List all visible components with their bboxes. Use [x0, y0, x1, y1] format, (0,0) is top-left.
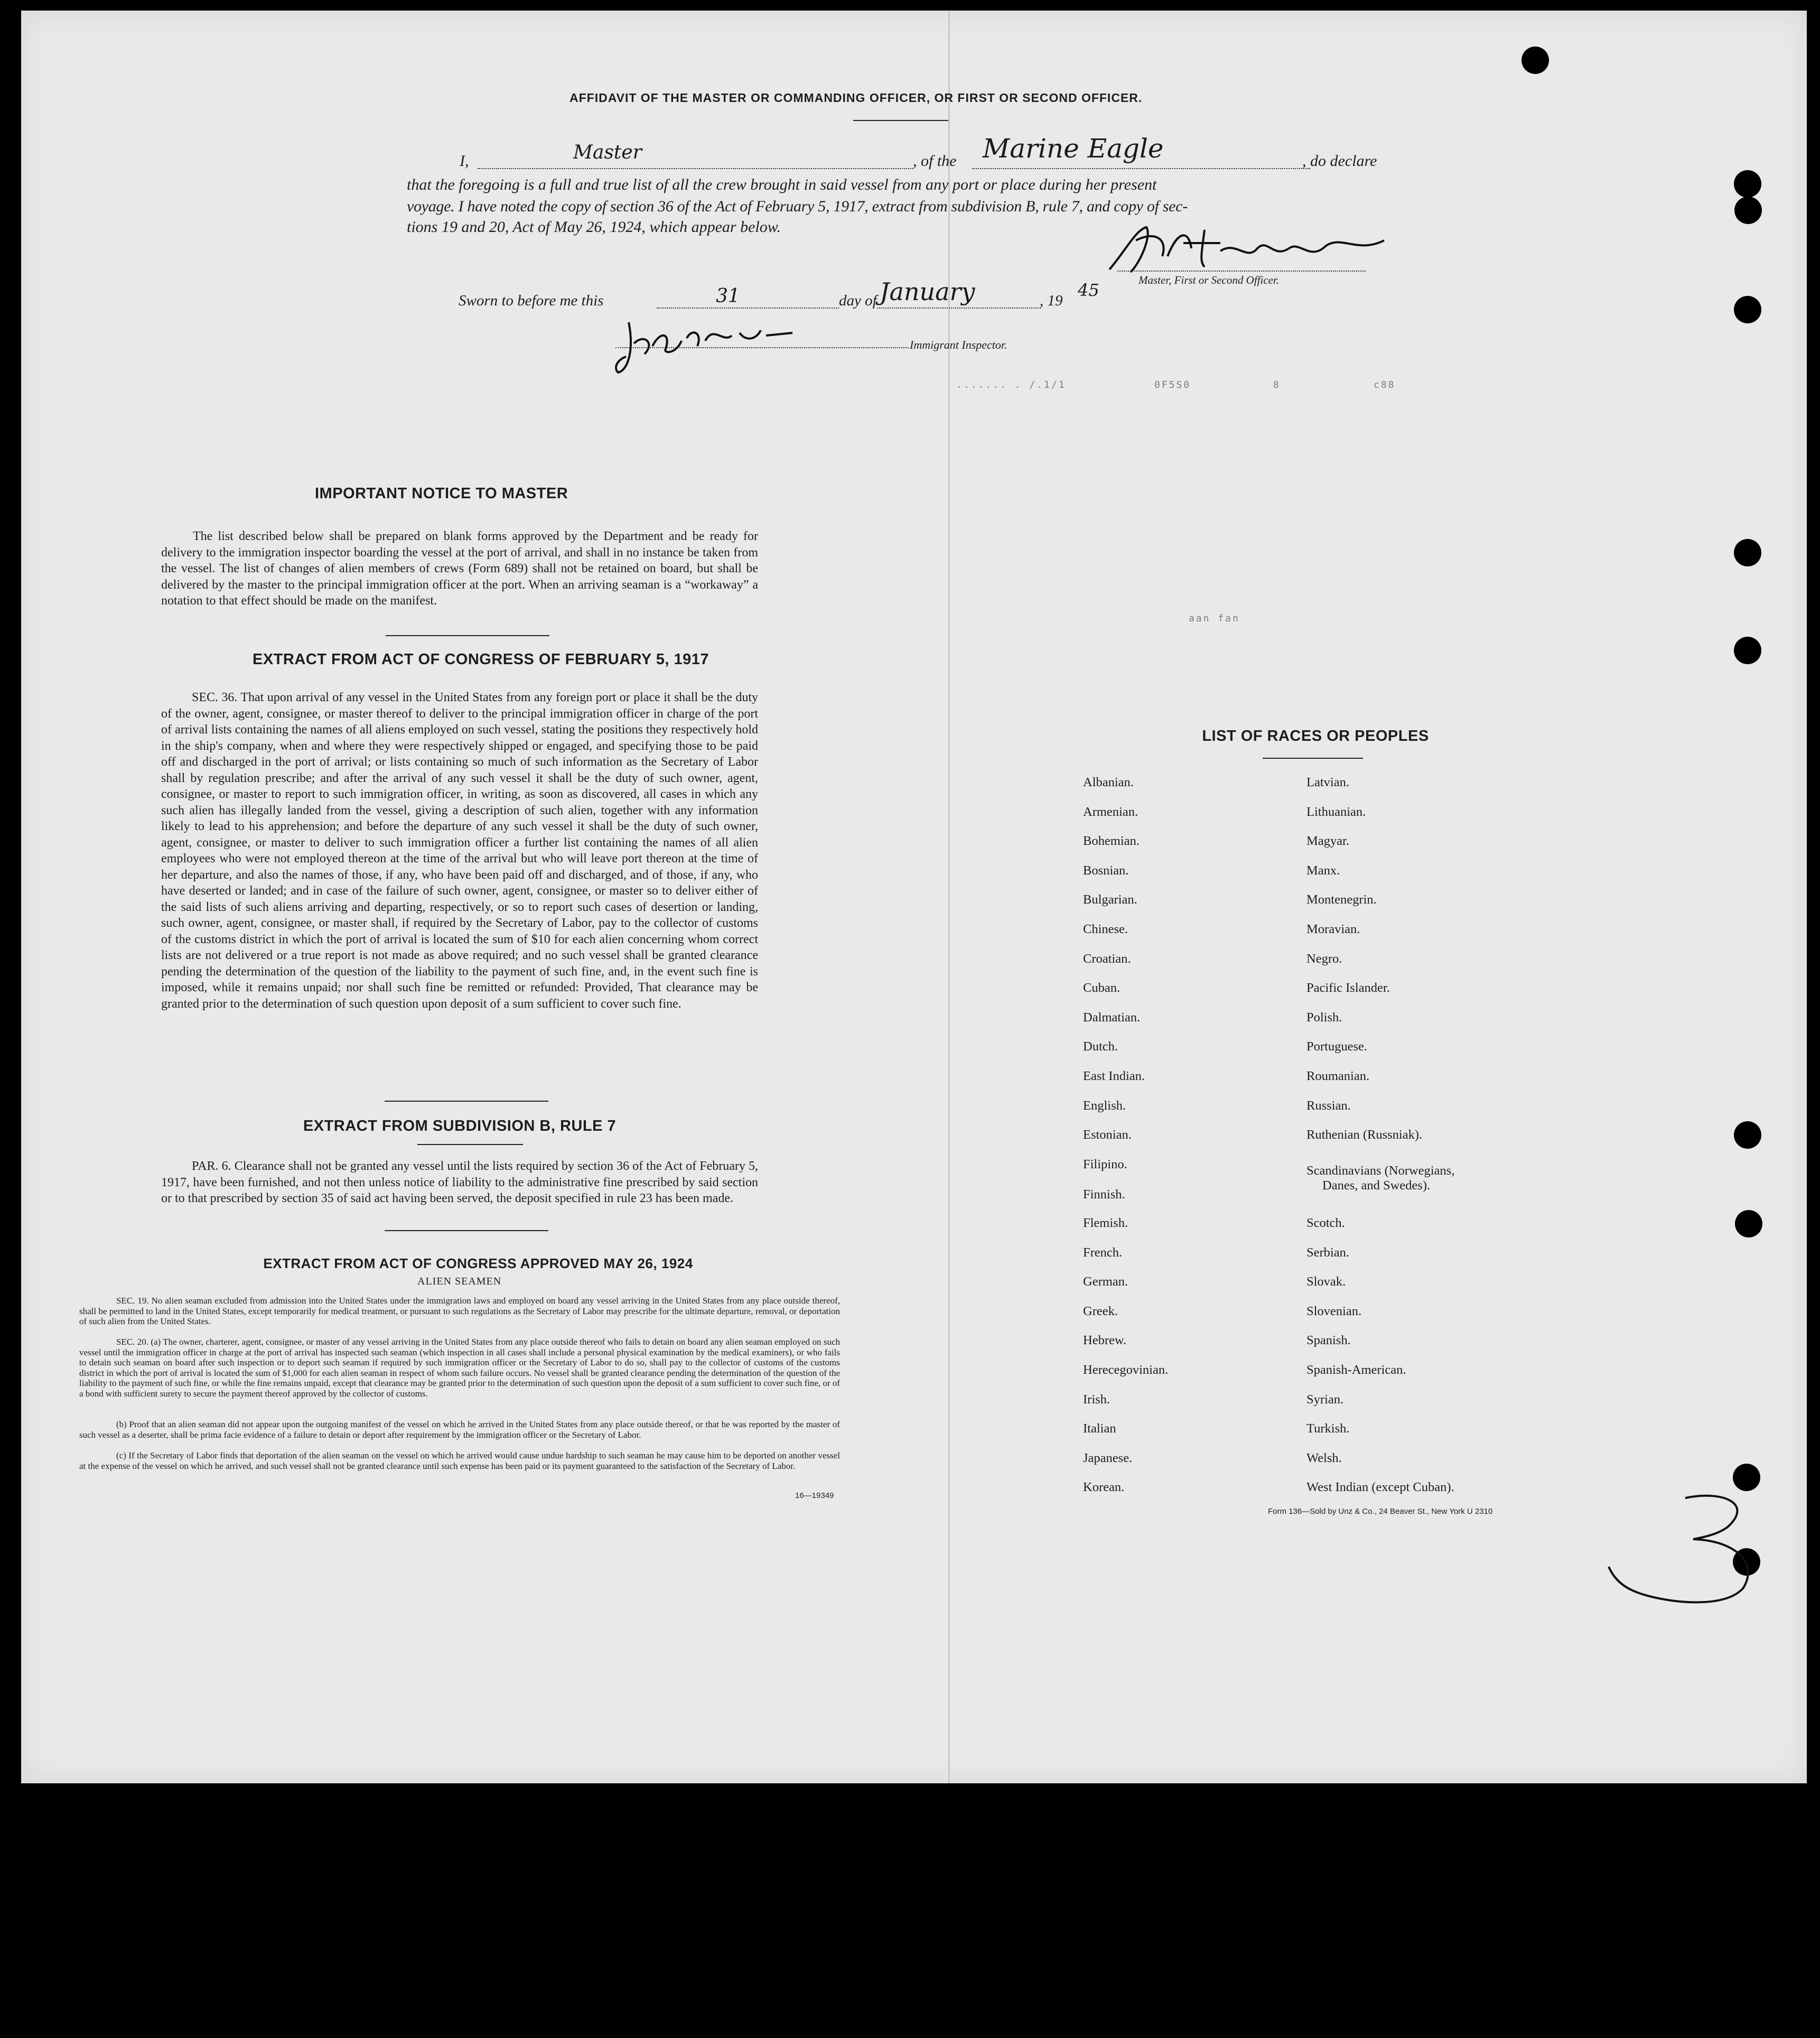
inspector-caption: Immigrant Inspector. [910, 338, 1007, 351]
race-item: Greek. [1083, 1304, 1118, 1318]
race-item: Negro. [1306, 951, 1342, 966]
rule7-heading-rule [417, 1144, 523, 1145]
race-item: Filipino. [1083, 1157, 1127, 1171]
binder-hole [1734, 539, 1761, 566]
race-item: Syrian. [1306, 1392, 1344, 1407]
race-item: Korean. [1083, 1480, 1125, 1495]
race-item: Armenian. [1083, 804, 1138, 819]
bleed-through-mark: aan fan [1189, 613, 1240, 624]
affidavit-line-2: that the foregoing is a full and true list of all the crew brought in said vessel from any port or place during her present [407, 176, 1157, 193]
page-fold [948, 11, 950, 1783]
signature-line [1117, 271, 1366, 272]
race-item: Cuban. [1083, 981, 1121, 995]
race-item: Spanish. [1306, 1333, 1351, 1348]
notice-text: The list described below shall be prepared on blank forms approved by the Department and be ready for delivery to the immigration inspector boarding the vessel at the port of arrival, and shall in no instance be taken from the vessel. The list of changes of alien members of crews (Form 689) shall not be retained on board, but shall be delivered by the master to the principal immigration officer at the port. When an arriving seaman is a “workaway” a notation to that effect should be made on the manifest. [161, 529, 758, 608]
race-item: Danes, and Swedes). [1322, 1178, 1431, 1193]
race-item: Japanese. [1083, 1450, 1133, 1465]
race-item: Herecegovinian. [1083, 1363, 1169, 1377]
race-item: Latvian. [1306, 775, 1349, 789]
affidavit-i: I, [460, 152, 469, 170]
binder-hole [1734, 637, 1761, 664]
bleed-through-mark: 0F5S0 [1154, 379, 1191, 390]
race-item: Russian. [1306, 1098, 1351, 1113]
race-item: Pacific Islander. [1306, 981, 1390, 995]
inspector-signature [613, 317, 803, 380]
alien-seamen-subheading: ALIEN SEAMEN [417, 1276, 502, 1287]
race-item: Montenegrin. [1306, 892, 1377, 907]
race-item: Bosnian. [1083, 863, 1129, 878]
extract-1917-rule [385, 1101, 548, 1102]
race-item: Manx. [1306, 863, 1340, 878]
race-item: Turkish. [1306, 1421, 1350, 1436]
master-signature [1099, 219, 1395, 283]
race-item: Lithuanian. [1306, 804, 1366, 819]
sworn-label: Sworn to before me this [459, 292, 604, 309]
inspector-line [615, 347, 909, 348]
sworn-day-handwritten: 31 [716, 285, 740, 307]
sec-20a-text: SEC. 20. (a) The owner, charterer, agent, consignee, or master of any vessel arriving in the United States from any place outside thereof who fails to detain on board any alien seaman employed on such vessel until the immigration officer in charge at the port of arrival has inspected such seaman (which inspection in all cases shall include a personal physical examination by the medical examiners), or who fails to detain such seaman on board after such inspection or to deport such seaman if required by such immigration officer or the Secretary of Labor to do so, shall pay to the collector of customs of the customs district in which the port of arrival is located the sum of $1,000 for each alien seaman in respect of whom such failure occurs. No vessel shall be granted clearance pending the determination of the question of the liability to the payment of such fine, or while the fine remains unpaid, except that clearance may be granted prior to the determination of such question upon the deposit of a sum sufficient to cover such fine, or of a bond with sufficient surety to secure the payment thereof approved by the collector of customs. [79, 1337, 841, 1399]
sworn-month-line [877, 308, 1041, 309]
race-item: Moravian. [1306, 922, 1360, 936]
race-item: Ruthenian (Russniak). [1306, 1128, 1423, 1142]
master-name-line [478, 168, 913, 169]
sworn-month-handwritten: January [880, 277, 975, 306]
affidavit-line-3: voyage. I have noted the copy of section 36 of the Act of February 5, 1917, extract from subdivision B, rule 7, and copy of sec- [407, 198, 1188, 215]
form-code: 16—19349 [795, 1491, 834, 1500]
race-item: Finnish. [1083, 1187, 1125, 1202]
page-number-handwritten [1595, 1487, 1770, 1620]
bleed-through-mark: c88 [1374, 379, 1396, 390]
do-declare-label: , do declare [1302, 152, 1377, 170]
race-item: Chinese. [1083, 922, 1128, 936]
bleed-through-mark: 8 [1273, 379, 1281, 390]
race-item: Spanish-American. [1306, 1363, 1406, 1377]
binder-hole [1734, 170, 1761, 198]
race-item: Bulgarian. [1083, 892, 1137, 907]
race-item: Polish. [1306, 1010, 1342, 1025]
binder-hole [1735, 1210, 1762, 1237]
signature-caption: Master, First or Second Officer. [1138, 274, 1279, 286]
races-rule [1263, 758, 1363, 759]
race-item: English. [1083, 1098, 1126, 1113]
year-label: , 19 [1040, 292, 1063, 309]
extract-1924-heading: EXTRACT FROM ACT OF CONGRESS APPROVED MAY 26, 1924 [263, 1255, 693, 1271]
race-item: Roumanian. [1306, 1069, 1370, 1083]
sworn-day-line [657, 308, 839, 309]
race-item: Hebrew. [1083, 1333, 1127, 1348]
race-item: Irish. [1083, 1392, 1110, 1407]
race-item: Scandinavians (Norwegians, [1306, 1163, 1455, 1178]
race-item: French. [1083, 1245, 1123, 1260]
extract-1917-heading: EXTRACT FROM ACT OF CONGRESS OF FEBRUARY 5, 1917 [252, 651, 710, 668]
binder-hole [1522, 46, 1549, 74]
binder-hole [1734, 1121, 1761, 1149]
race-item: Bohemian. [1083, 834, 1140, 849]
notice-rule [386, 635, 549, 636]
race-item: Albanian. [1083, 775, 1134, 789]
notice-heading: IMPORTANT NOTICE TO MASTER [315, 485, 568, 502]
race-item: Dutch. [1083, 1039, 1118, 1054]
races-footer: Form 136—Sold by Unz & Co., 24 Beaver St., New York U 2310 [1268, 1507, 1493, 1516]
race-item: East Indian. [1083, 1069, 1145, 1083]
day-of-label: day of [839, 292, 877, 309]
affidavit-line-4: tions 19 and 20, Act of May 26, 1924, which appear below. [407, 218, 781, 236]
race-item: Estonian. [1083, 1128, 1132, 1142]
race-item: Croatian. [1083, 951, 1131, 966]
race-item: Welsh. [1306, 1450, 1342, 1465]
master-name-handwritten: Master [573, 142, 642, 163]
bleed-through-mark: ....... . /.1/1 [956, 379, 1066, 390]
sec-20b-text: (b) Proof that an alien seaman did not appear upon the outgoing manifest of the vessel on which he arrived in the United States from any place outside thereof, or that he was reported by the master of such vessel as a deserter, shall be prima facie evidence of a failure to detain or deport after requirement by the immigration officer or the Secretary of Labor. [79, 1419, 840, 1440]
binder-hole [1734, 296, 1761, 323]
year-handwritten: 45 [1078, 280, 1099, 300]
page-number-text [1759, 1760, 1760, 1761]
races-heading: LIST OF RACES OR PEOPLES [1202, 728, 1429, 745]
race-item: German. [1083, 1274, 1128, 1289]
race-item: Slovak. [1306, 1274, 1346, 1289]
race-item: Magyar. [1306, 834, 1349, 849]
race-item: West Indian (except Cuban). [1306, 1480, 1454, 1495]
race-item: Scotch. [1306, 1216, 1345, 1230]
binder-hole [1734, 197, 1762, 224]
sec-20c-text: (c) If the Secretary of Labor finds that deportation of the alien seaman on the vessel on which he arrived would cause undue hardship to such seaman he may cause him to be deported on another vessel at the expense of the vessel on which he arrived, and such vessel shall not be granted clearance until such expense has been paid or its payment guaranteed to the satisfaction of the Secretary of Labor. [79, 1450, 840, 1471]
vessel-name-line [972, 168, 1310, 169]
rule7-heading: EXTRACT FROM SUBDIVISION B, RULE 7 [303, 1118, 617, 1134]
rule7-text: PAR. 6. Clearance shall not be granted any vessel until the lists required by section 36 of the Act of February 5, 1917, have been furnished, and not then unless notice of liability to the administrative fine prescribed by said section or to that prescribed by section 35 of said act having been served, the deposit specified in rule 23 has been made. [161, 1159, 758, 1205]
race-item: Dalmatian. [1083, 1010, 1141, 1025]
rule7-rule [385, 1230, 548, 1231]
race-item: Portuguese. [1306, 1039, 1367, 1054]
affidavit-title: AFFIDAVIT OF THE MASTER OR COMMANDING OFFICER, OR FIRST OR SECOND OFFICER. [570, 91, 1143, 105]
of-the-label: , of the [913, 152, 957, 170]
vessel-name-handwritten: Marine Eagle [983, 133, 1164, 164]
race-item: Serbian. [1306, 1245, 1349, 1260]
sec-19-text: SEC. 19. No alien seaman excluded from admission into the United States under the immigration laws and employed on board any vessel arriving in the United States from any place outside thereof, shall be permitted to land in the United States, except temporarily for medical treatment, or pursuant to such regulations as the Secretary of Labor may prescribe for the ultimate departure, removal, or deportation of such alien from the United States. [79, 1296, 840, 1326]
race-item: Slovenian. [1306, 1304, 1362, 1318]
extract-1917-text: SEC. 36. That upon arrival of any vessel in the United States from any foreign port or place it shall be the duty of the owner, agent, consignee, or master thereof to deliver to the principal immigration officer in charge of the port of arrival lists containing the names of all aliens employed on such vessel, stating the positions they respectively hold in the ship's company, when and where they were respectively shipped or engaged, and specifying those to be paid off and discharged in the port of arrival; or lists containing so much of such information as the Secretary of Labor shall by regulation prescribe; and after the arrival of any such vessel it shall be the duty of such owner, agent, consignee, or master to report to such immigration officer, in writing, as soon as discovered, all cases in which any such alien has illegally landed from the vessel, giving a description of such alien, together with any information likely to lead to his apprehension; and before the departure of any such vessel it shall be the duty of such owner, agent, consignee, or master to deliver to such immigration officer a further list containing the names of all alien employees who were not employed thereon at the time of the arrival but who will leave port thereon at the time of her departure, and also the names of those, if any, who have been paid off and discharged, and of those, if any, who have deserted or landed; and in case of the failure of such owner, agent, consignee, or master so to deliver either of the said lists of such aliens arriving and departing, respectively, or so to report such cases of desertion or landing, such owner, agent, consignee, or master shall, if required by the Secretary of Labor, pay to the collector of customs of the customs district in which the port of arrival is located the sum of $10 for each alien concerning whom correct lists are not delivered or a true report is not made as above required; and no such vessel shall be granted clearance pending the determination of the question of the liability to the payment of such fine, and, in the event such fine is imposed, while it remains unpaid; nor shall such fine be remitted or refunded: Provided, That clearance may be granted prior to the determination of such question upon deposit of a sum sufficient to cover such fine. [161, 691, 758, 1011]
title-rule [853, 120, 948, 121]
race-item: Italian [1083, 1421, 1116, 1436]
race-item: Flemish. [1083, 1216, 1128, 1230]
